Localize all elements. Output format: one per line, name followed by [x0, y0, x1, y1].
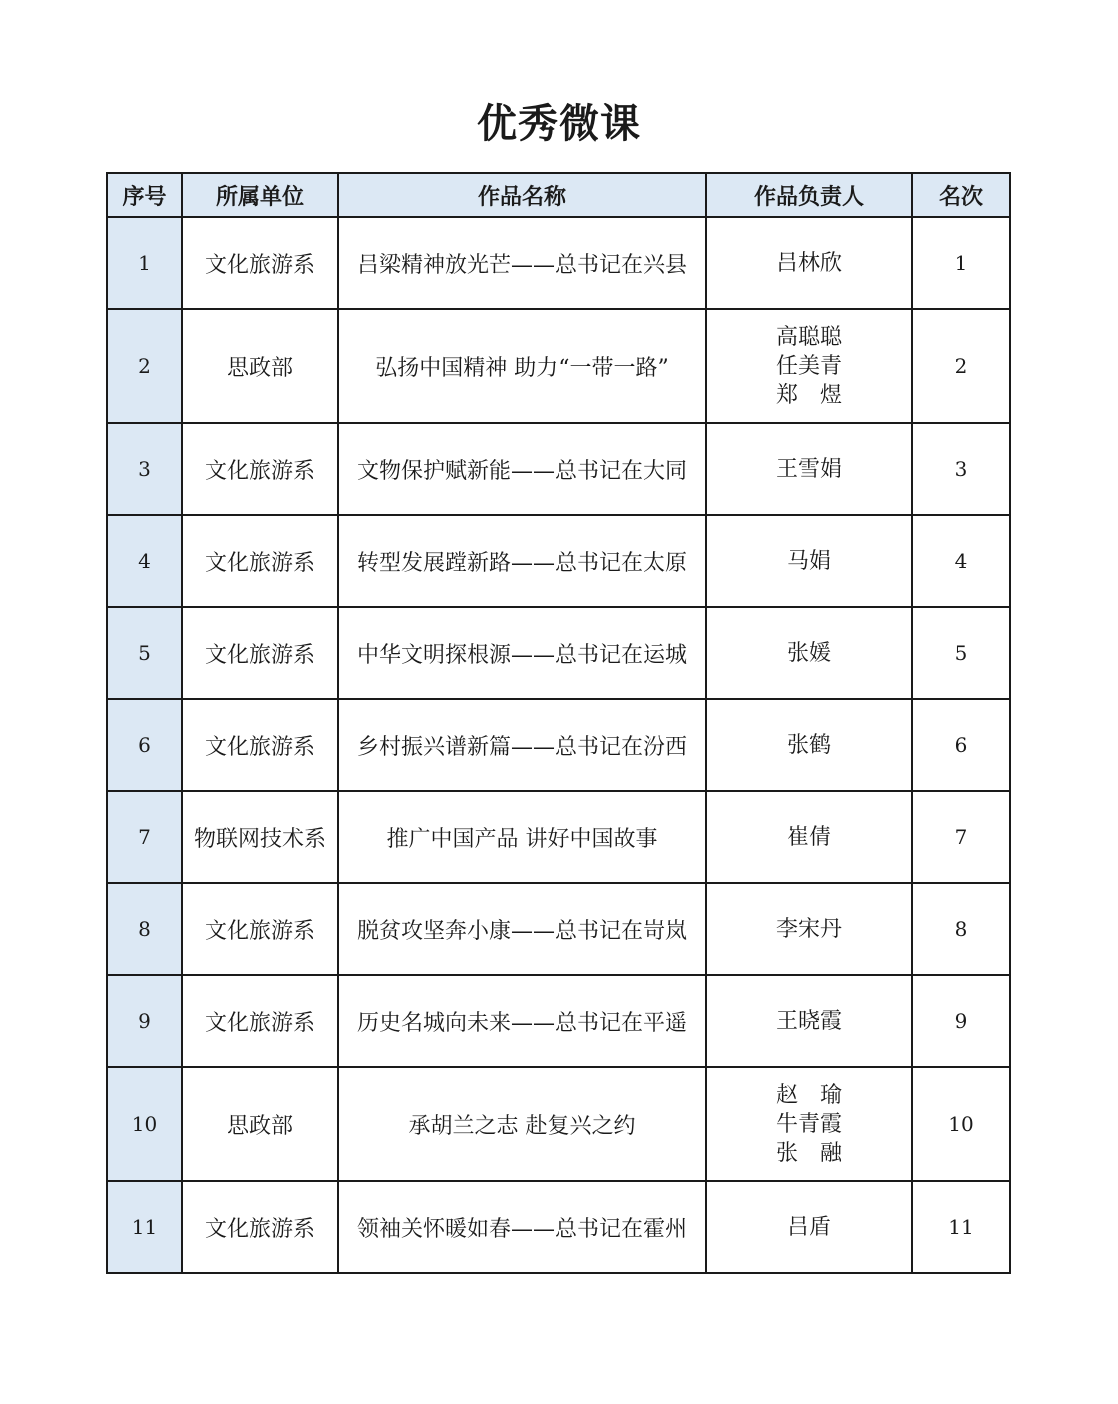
cell-seq: 1: [107, 217, 182, 309]
cell-rank: 7: [912, 791, 1010, 883]
cell-person: [706, 607, 912, 699]
person-list: [776, 1081, 842, 1168]
person-name: 李宋丹: [775, 916, 842, 942]
cell-person: [706, 1181, 912, 1273]
cell-rank: 2: [912, 309, 1010, 423]
cell-unit: 文化旅游系: [182, 1181, 338, 1273]
cell-person: [706, 423, 912, 515]
person-name: 赵 瑜: [775, 1082, 842, 1108]
table-row: [107, 883, 1010, 975]
person-name: 崔倩: [786, 824, 831, 850]
person-list: [776, 323, 842, 410]
page-title: 优秀微课: [477, 101, 641, 147]
table-row: [107, 699, 1010, 791]
person-name: 吕林欣: [775, 250, 842, 276]
cell-seq: 7: [107, 791, 182, 883]
cell-unit: 文化旅游系: [182, 423, 338, 515]
cell-work: 承胡兰之志 赴复兴之约: [338, 1067, 706, 1181]
cell-seq: 11: [107, 1181, 182, 1273]
person-list: [776, 455, 842, 484]
person-name: 高聪聪: [775, 324, 842, 350]
table-row: [107, 423, 1010, 515]
cell-unit: 文化旅游系: [182, 975, 338, 1067]
cell-seq: 8: [107, 883, 182, 975]
person-list: [776, 915, 842, 944]
table-row: [107, 1067, 1010, 1181]
person-list: [787, 1213, 831, 1242]
cell-unit: 文化旅游系: [182, 883, 338, 975]
cell-unit: 文化旅游系: [182, 607, 338, 699]
cell-seq: 2: [107, 309, 182, 423]
person-list: [787, 823, 831, 852]
cell-seq: 10: [107, 1067, 182, 1181]
header-seq: 序号: [107, 173, 182, 217]
cell-work: 领袖关怀暖如春——总书记在霍州: [338, 1181, 706, 1273]
person-name: 张鹤: [786, 732, 831, 758]
cell-work: 中华文明探根源——总书记在运城: [338, 607, 706, 699]
cell-rank: 11: [912, 1181, 1010, 1273]
person-list: [787, 731, 831, 760]
cell-rank: 10: [912, 1067, 1010, 1181]
person-name: 王雪娟: [775, 456, 842, 482]
person-name: 张 融: [775, 1140, 842, 1166]
table-row: [107, 217, 1010, 309]
cell-unit: 文化旅游系: [182, 515, 338, 607]
header-unit: 所属单位: [182, 173, 338, 217]
table-row: [107, 975, 1010, 1067]
cell-seq: 4: [107, 515, 182, 607]
table-row: [107, 309, 1010, 423]
cell-rank: 5: [912, 607, 1010, 699]
person-list: [787, 639, 831, 668]
cell-work: 脱贫攻坚奔小康——总书记在岢岚: [338, 883, 706, 975]
cell-person: [706, 975, 912, 1067]
person-name: 吕盾: [786, 1214, 831, 1240]
table-body: [107, 217, 1010, 1273]
person-list: [787, 547, 831, 576]
awards-table: [106, 172, 1011, 1274]
cell-work: 文物保护赋新能——总书记在大同: [338, 423, 706, 515]
cell-rank: 8: [912, 883, 1010, 975]
person-list: [776, 1007, 842, 1036]
cell-seq: 5: [107, 607, 182, 699]
table-row: [107, 515, 1010, 607]
person-name: 王晓霞: [775, 1008, 842, 1034]
cell-rank: 3: [912, 423, 1010, 515]
person-name: 牛青霞: [775, 1111, 842, 1137]
cell-person: [706, 217, 912, 309]
cell-seq: 3: [107, 423, 182, 515]
cell-rank: 9: [912, 975, 1010, 1067]
cell-person: [706, 699, 912, 791]
person-name: 张媛: [786, 640, 831, 666]
cell-rank: 6: [912, 699, 1010, 791]
cell-unit: 思政部: [182, 309, 338, 423]
cell-unit: 文化旅游系: [182, 217, 338, 309]
cell-person: [706, 791, 912, 883]
person-list: [776, 249, 842, 278]
cell-work: 弘扬中国精神 助力“一带一路”: [338, 309, 706, 423]
header-work: 作品名称: [338, 173, 706, 217]
cell-person: [706, 515, 912, 607]
table-row: [107, 791, 1010, 883]
table-header-row: [107, 173, 1010, 217]
cell-work: 推广中国产品 讲好中国故事: [338, 791, 706, 883]
cell-seq: 9: [107, 975, 182, 1067]
person-name: 任美青: [775, 353, 842, 379]
cell-person: [706, 309, 912, 423]
cell-work: 吕梁精神放光芒——总书记在兴县: [338, 217, 706, 309]
cell-person: [706, 1067, 912, 1181]
cell-work: 转型发展蹚新路——总书记在太原: [338, 515, 706, 607]
person-name: 马娟: [786, 548, 831, 574]
person-name: 郑 煜: [775, 382, 842, 408]
cell-person: [706, 883, 912, 975]
cell-work: 历史名城向未来——总书记在平遥: [338, 975, 706, 1067]
table-row: [107, 1181, 1010, 1273]
cell-unit: 文化旅游系: [182, 699, 338, 791]
cell-work: 乡村振兴谱新篇——总书记在汾西: [338, 699, 706, 791]
table-row: [107, 607, 1010, 699]
header-rank: 名次: [912, 173, 1010, 217]
cell-unit: 思政部: [182, 1067, 338, 1181]
cell-seq: 6: [107, 699, 182, 791]
cell-rank: 1: [912, 217, 1010, 309]
cell-unit: 物联网技术系: [182, 791, 338, 883]
cell-rank: 4: [912, 515, 1010, 607]
header-person: 作品负责人: [706, 173, 912, 217]
